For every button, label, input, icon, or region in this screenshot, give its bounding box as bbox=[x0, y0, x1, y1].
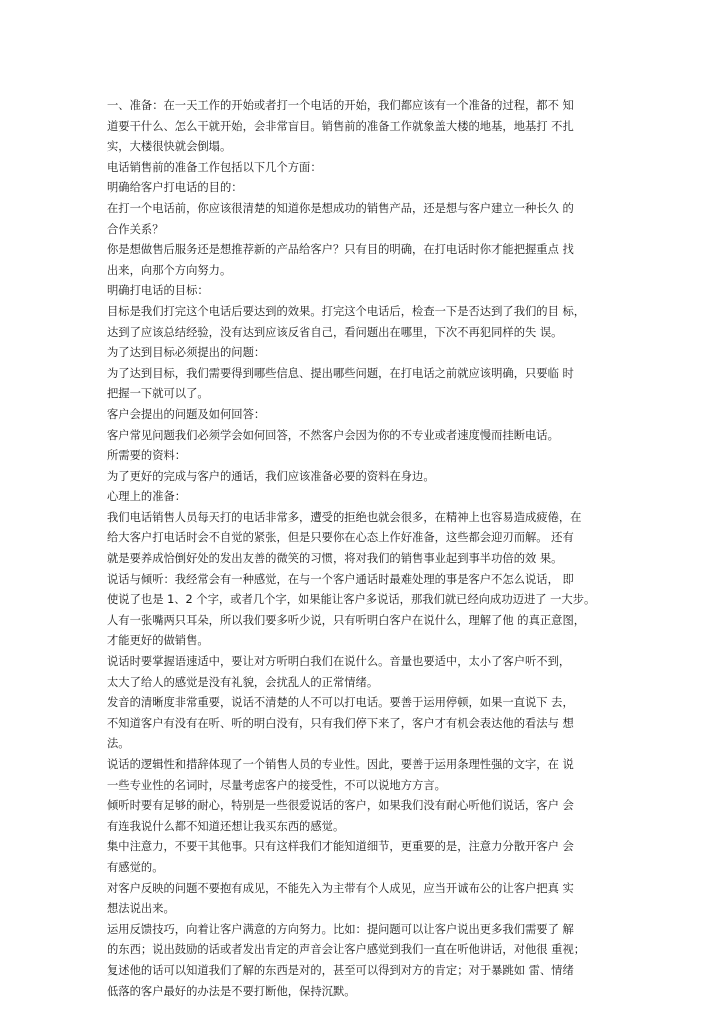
text-line: 对客户反映的问题不要抱有成见，不能先入为主带有个人成见，应当开诚布公的让客户把真 实 bbox=[107, 881, 574, 895]
text-line: 法。 bbox=[107, 737, 130, 751]
text-line: 达到了应该总结经验，没有达到应该反省自己，看问题出在哪里，下次不再犯同样的失 误。 bbox=[107, 325, 563, 339]
document-body bbox=[107, 96, 627, 1002]
text-line: 心理上的准备： bbox=[107, 490, 187, 504]
text-line: 合作关系？ bbox=[107, 222, 164, 236]
text-line: 为了达到目标必须提出的问题： bbox=[107, 346, 266, 360]
text-line: 明确打电话的目标： bbox=[107, 284, 209, 298]
text-line: 太大了给人的感觉是没有礼貌，会扰乱人的正常情绪。 bbox=[107, 675, 379, 689]
text-line: 复述他的话可以知道我们了解的东西是对的，甚至可以得到对方的肯定；对于暴跳如 雷、情绪 bbox=[107, 963, 574, 977]
text-line: 说话与倾听：我经常会有一种感觉，在与一个客户通话时最难处理的事是客户不怎么说话， 即 bbox=[107, 572, 574, 586]
text-line: 所需要的资料： bbox=[107, 449, 187, 463]
text-line: 才能更好的做销售。 bbox=[107, 634, 209, 648]
text-line: 道要干什么、怎么干就开始，会非常盲目。销售前的准备工作就象盖大楼的地基，地基打 不扎 bbox=[107, 119, 574, 133]
text-line: 电话销售前的准备工作包括以下几个方面： bbox=[107, 160, 322, 174]
text-line: 人有一张嘴两只耳朵，所以我们要多听少说，只有听明白客户在说什么，理解了他 的真正意图， bbox=[107, 613, 586, 627]
text-line: 客户会提出的问题及如何回答： bbox=[107, 407, 266, 421]
text-line: 倾听时要有足够的耐心，特别是一些很爱说话的客户，如果我们没有耐心听他们说话，客户 会 bbox=[107, 799, 574, 813]
text-line: 低落的客户最好的办法是不要打断他，保持沉默。 bbox=[107, 984, 356, 998]
text-line: 出来，向那个方向努力。 bbox=[107, 263, 232, 277]
text-line: 你是想做售后服务还是想推荐新的产品给客户？只有目的明确，在打电话时你才能把握重点 找 bbox=[107, 243, 574, 257]
text-line: 说话的逻辑性和措辞体现了一个销售人员的专业性。因此，要善于运用条理性强的文字，在 说 bbox=[107, 758, 574, 771]
text-line: 就是要养成恰倒好处的发出友善的微笑的习惯，将对我们的销售事业起到事半功倍的效 果。 bbox=[107, 552, 563, 566]
text-line: 想法说出来。 bbox=[107, 902, 175, 916]
text-line: 发音的清晰度非常重要，说话不清楚的人不可以打电话。要善于运用停顿，如果一直说下 去， bbox=[107, 696, 574, 710]
text-line: 明确给客户打电话的目的： bbox=[107, 181, 243, 195]
text-line: 在打一个电话前，你应该很清楚的知道你是想成功的销售产品，还是想与客户建立一种长久 的 bbox=[107, 201, 574, 215]
text-line: 不知道客户有没有在听、听的明白没有，只有我们停下来了，客户才有机会表达他的看法与 想 bbox=[107, 716, 574, 730]
text-line: 运用反馈技巧，向着让客户满意的方向努力。比如：提问题可以让客户说出更多我们需要了 解 bbox=[107, 922, 574, 936]
text-line: 目标是我们打完这个电话后要达到的效果。打完这个电话后，检查一下是否达到了我们的目 标， bbox=[107, 304, 586, 318]
text-line: 的东西；说出鼓励的话或者发出肯定的声音会让客户感觉到我们一直在听他讲话，对他很 重视； bbox=[107, 943, 586, 957]
text-line: 我们电话销售人员每天打的电话非常多，遭受的拒绝也就会很多，在精神上也容易造成疲倦，在 bbox=[107, 510, 582, 524]
text-line: 一、准备：在一天工作的开始或者打一个电话的开始，我们都应该有一个准备的过程，都不 知 bbox=[107, 99, 574, 112]
text-line: 有连我说什么都不知道还想让我买东西的感觉。 bbox=[107, 819, 345, 833]
text-line: 客户常见问题我们必须学会如何回答，不然客户会因为你的不专业或者速度慢而挂断电话。 bbox=[107, 428, 559, 442]
text-line: 有感觉的。 bbox=[107, 860, 164, 874]
text-line: 把握一下就可以了。 bbox=[107, 387, 209, 401]
text-line: 实，大楼很快就会倒塌。 bbox=[107, 140, 232, 154]
text-line: 为了达到目标，我们需要得到哪些信息、提出哪些问题，在打电话之前就应该明确，只要临 时 bbox=[107, 366, 574, 380]
text-line: 一些专业性的名词时，尽量考虑客户的接受性，不可以说地方方言。 bbox=[107, 778, 446, 792]
text-line: 使说了也是 1、2 个字，或者几个字，如果能让客户多说话，那我们就已经向成功迈进了 一大步。 bbox=[107, 593, 596, 607]
text-line: 为了更好的完成与客户的通话，我们应该准备必要的资料在身边。 bbox=[107, 469, 435, 483]
text-line: 集中注意力，不要干其他事。只有这样我们才能知道细节，更重要的是，注意力分散开客户 会 bbox=[107, 840, 574, 854]
text-line: 给大客户打电话时会不自觉的紧张，但是只要你在心态上作好准备，这些都会迎刃而解。 还有 bbox=[107, 531, 574, 545]
text-line: 说话时要掌握语速适中，要让对方听明白我们在说什么。音量也要适中，太小了客户听不到， bbox=[107, 655, 571, 669]
